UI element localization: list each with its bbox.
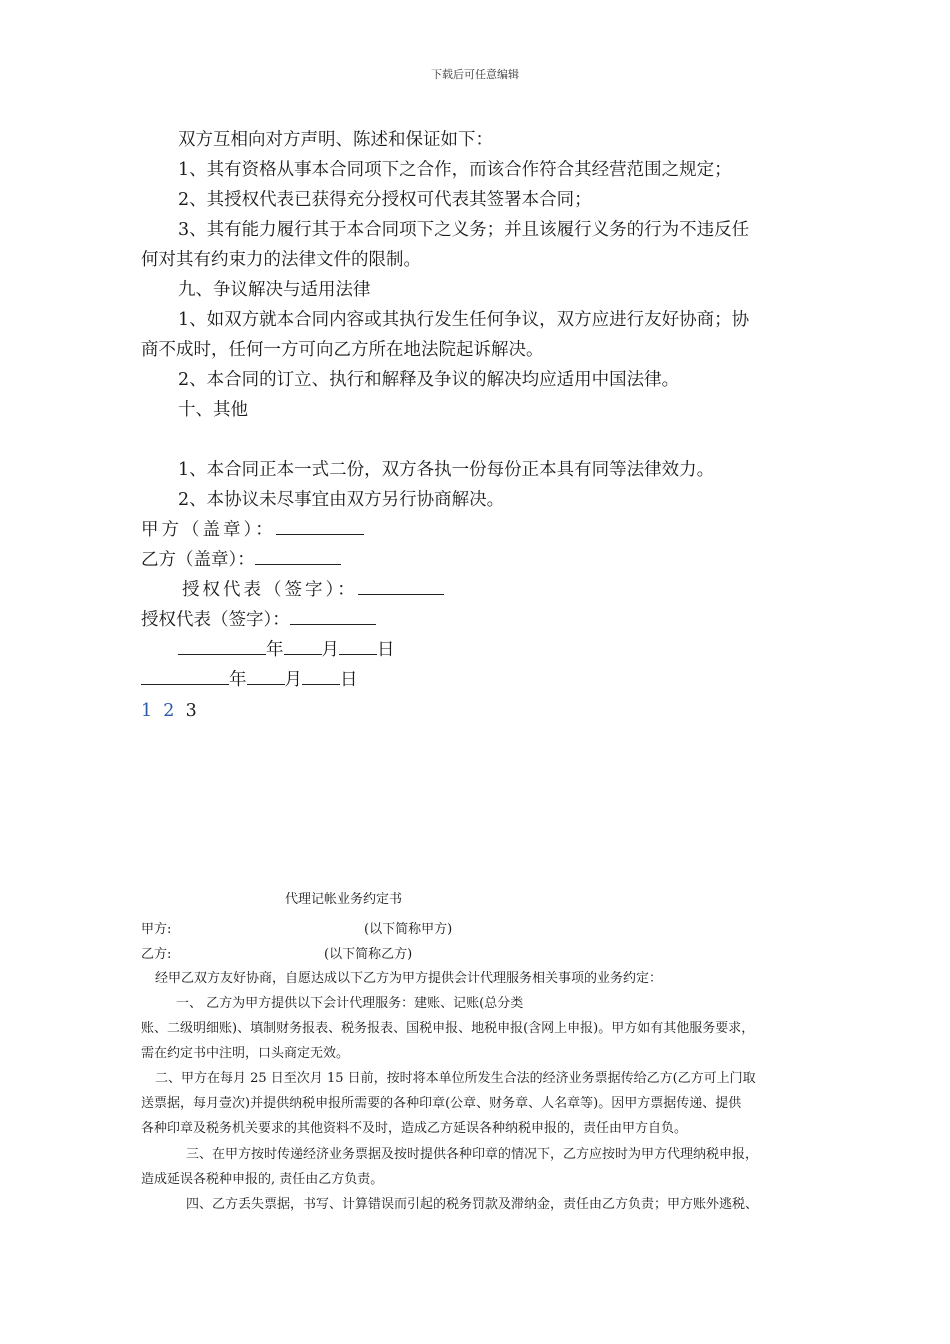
declaration-item-3-cont: 何对其有约束力的法律文件的限制。	[141, 250, 421, 270]
declaration-item-1: 1、其有资格从事本合同项下之合作，而该合作符合其经营范围之规定；	[178, 160, 732, 180]
clause-3: 三、在甲方按时传递经济业务票据及按时提供各种印章的情况下，乙方应按时为甲方代理纳税申报，	[186, 1147, 759, 1162]
rep-a-sign-line	[182, 575, 444, 605]
declaration-intro: 双方互相向对方声明、陈述和保证如下：	[178, 130, 493, 150]
party-b-label: 乙方:	[141, 947, 172, 962]
rep-b-sign-line	[141, 605, 376, 635]
date-line-b	[141, 665, 358, 695]
date-a-month-label: 月	[321, 640, 339, 660]
section-9-item-2: 2、本合同的订立、执行和解释及争议的解决均应适用中国法律。	[178, 370, 680, 390]
page-link-1[interactable]: 1	[141, 701, 153, 721]
date-a-month-blank[interactable]	[284, 638, 322, 655]
declaration-item-2: 2、其授权代表已获得充分授权可代表其签署本合同；	[178, 190, 592, 210]
declaration-item-3: 3、其有能力履行其于本合同项下之义务；并且该履行义务的行为不违反任	[178, 220, 750, 240]
party-a-seal-line	[141, 515, 364, 545]
section-10-heading: 十、其他	[178, 400, 248, 420]
date-line-a	[178, 635, 395, 665]
clause-1: 一、 乙方为甲方提供以下会计代理服务：建账、记账(总分类	[176, 996, 524, 1011]
date-b-day-blank[interactable]	[302, 668, 340, 685]
agreement-intro: 经甲乙双方友好协商，自愿达成以下乙方为甲方提供会计代理服务相关事项的业务约定：	[155, 971, 663, 986]
party-a-seal-blank[interactable]	[276, 518, 364, 535]
party-b-seal-blank[interactable]	[255, 548, 341, 565]
date-a-day-label: 日	[377, 640, 395, 660]
section-9-item-1-cont: 商不成时，任何一方可向乙方所在地法院起诉解决。	[141, 340, 544, 360]
date-a-year-blank[interactable]	[178, 638, 266, 655]
clause-4: 四、乙方丢失票据，书写、计算错误而引起的税务罚款及滞纳金，责任由乙方负责；甲方账外逃税、	[186, 1197, 759, 1212]
clause-2-cont-1: 送票据，每月壹次)并提供纳税申报所需要的各种印章(公章、财务章、人名章等)。因甲方票据传递、提供	[141, 1096, 742, 1111]
page-links	[141, 696, 197, 726]
section-9-item-1: 1、如双方就本合同内容或其执行发生任何争议，双方应进行友好协商；协	[178, 310, 750, 330]
date-a-day-blank[interactable]	[339, 638, 377, 655]
rep-a-sign-label: 授权代表（签字）：	[182, 580, 358, 600]
clause-2: 二、甲方在每月 25 日至次月 15 日前，按时将本单位所发生合法的经济业务票据传给乙方(乙方可上门取	[155, 1071, 756, 1086]
date-b-month-label: 月	[284, 670, 302, 690]
date-a-year-label: 年	[266, 640, 284, 660]
party-b-seal-label: 乙方（盖章）：	[141, 550, 255, 570]
party-b-seal-line	[141, 545, 341, 575]
party-a-seal-label: 甲方（盖章）：	[141, 520, 276, 540]
rep-b-sign-blank[interactable]	[290, 608, 376, 625]
rep-a-sign-blank[interactable]	[358, 578, 444, 595]
rep-b-sign-label: 授权代表（签字）：	[141, 610, 290, 630]
page-link-3[interactable]: 3	[185, 701, 197, 721]
party-b-note: (以下简称乙方)	[324, 947, 413, 962]
page-link-2[interactable]: 2	[163, 701, 175, 721]
clause-1-cont-2: 需在约定书中注明，口头商定无效。	[141, 1046, 350, 1061]
clause-2-cont-2: 各种印章及税务机关要求的其他资料不及时，造成乙方延误各种纳税申报的，责任由甲方自负。	[141, 1121, 688, 1136]
agreement-title: 代理记帐业务约定书	[285, 892, 403, 907]
page-header: 下载后可任意编辑	[431, 68, 519, 81]
date-b-day-label: 日	[340, 670, 358, 690]
date-b-month-blank[interactable]	[247, 668, 285, 685]
clause-1-cont-1: 账、二级明细账)、填制财务报表、税务报表、国税申报、地税申报(含网上申报)。甲方如有其他服务要求，	[141, 1021, 755, 1036]
party-a-label: 甲方:	[141, 922, 172, 937]
section-9-heading: 九、争议解决与适用法律	[178, 280, 371, 300]
date-b-year-blank[interactable]	[141, 668, 229, 685]
party-a-note: (以下简称甲方)	[364, 922, 453, 937]
section-10-item-2: 2、本协议未尽事宜由双方另行协商解决。	[178, 490, 505, 510]
clause-3-cont: 造成延误各税种申报的, 责任由乙方负责。	[141, 1172, 384, 1187]
section-10-item-1: 1、本合同正本一式二份，双方各执一份每份正本具有同等法律效力。	[178, 460, 715, 480]
date-b-year-label: 年	[229, 670, 247, 690]
